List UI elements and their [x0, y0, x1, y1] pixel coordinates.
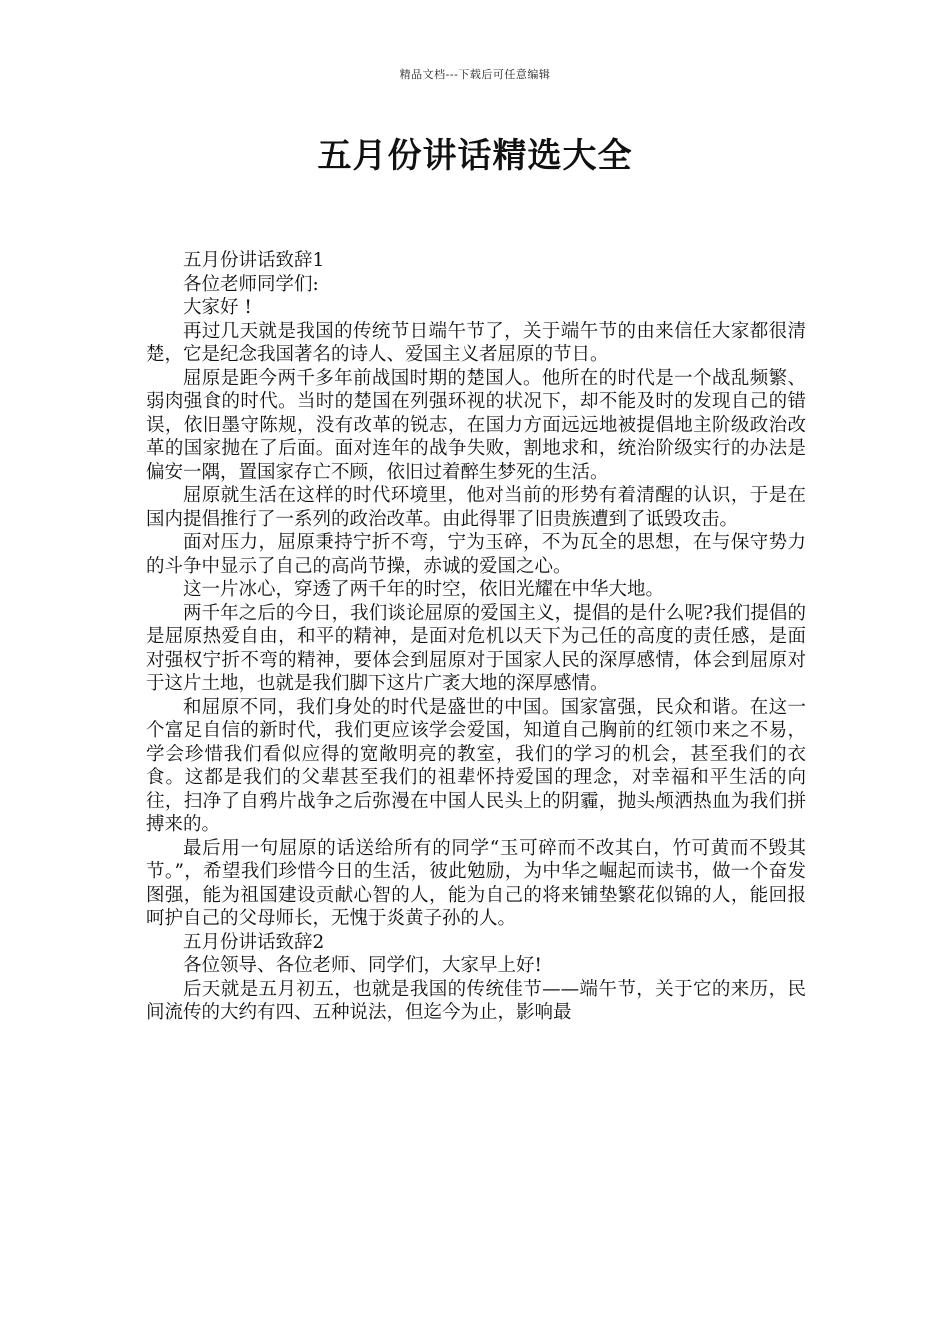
paragraph: 后天就是五月初五，也就是我国的传统佳节——端午节，关于它的来历，民间流传的大约有四、五种说法，但迄今为止，影响最 [146, 978, 806, 1023]
document-title: 五月份讲话精选大全 [317, 136, 633, 176]
paragraph-salutation: 各位领导、各位老师、同学们，大家早上好! [183, 955, 542, 976]
paragraph: 和屈原不同，我们身处的时代是盛世的中国。国家富强，民众和谐。在这一个富足自信的新时代，我们更应该学会爱国，知道自己胸前的红领巾来之不易，学会珍惜我们看似应得的宽敞明亮的教室，我们的学习的机会，甚至我们的衣食。这都是我们的父辈甚至我们的祖辈怀持爱国的理念，对幸福和平生活的向往，扫净了自鸦片战争之后弥漫在中国人民头上的阴霾，抛头颅洒热血为我们拼搏来的。 [146, 696, 806, 835]
paragraph-salutation: 各位老师同学们: [183, 273, 319, 295]
paragraph: 再过几天就是我国的传统节日端午节了，关于端午节的由来信任大家都很清楚，它是纪念我国著名的诗人、爱国主义者屈原的节日。 [146, 320, 806, 365]
paragraph: 这一片冰心，穿透了两千年的时空，依旧光耀在中华大地。 [183, 579, 665, 600]
paragraph: 屈原是距今两千多年前战国时期的楚国人。他所在的时代是一个战乱频繁、弱肉强食的时代。当时的楚国在列强环视的状况下，却不能及时的发现自己的错误，依旧墨守陈规，没有改革的锐志，在国力方面远远地被提倡地主阶级政治改革的国家抛在了后面。面对连年的战争失败，割地求和，统治阶级实行的办法是偏安一隅，置国家存亡不顾，依旧过着醉生梦死的生活。 [146, 367, 806, 483]
paragraph-speech-1-heading: 五月份讲话致辞1 [183, 250, 325, 271]
paragraph-speech-2-heading: 五月份讲话致辞2 [183, 931, 325, 953]
paragraph: 屈原就生活在这样的时代环境里，他对当前的形势有着清醒的认识，于是在国内提倡推行了一系列的政治改革。由此得罪了旧贵族遭到了诋毁攻击。 [146, 485, 806, 530]
paragraph: 面对压力，屈原秉持宁折不弯，宁为玉碎，不为瓦全的思想，在与保守势力的斗争中显示了自己的高尚节操，赤诚的爱国之心。 [146, 532, 806, 577]
header-note: 精品文档---下载后可任意编辑 [399, 68, 551, 81]
document-body [146, 249, 806, 1025]
paragraph: 最后用一句屈原的话送给所有的同学“玉可碎而不改其白，竹可黄而不毁其节。”，希望我们珍惜今日的生活，彼此勉励，为中华之崛起而读书，做一个奋发图强，能为祖国建设贡献心智的人，能为自己的将来铺垫繁花似锦的人，能回报呵护自己的父母师长，无愧于炎黄子孙的人。 [146, 837, 806, 929]
paragraph: 两千年之后的今日，我们谈论屈原的爱国主义，提倡的是什么呢?我们提倡的是屈原热爱自由，和平的精神，是面对危机以天下为己任的高度的责任感，是面对强权宁折不弯的精神，要体会到屈原对于国家人民的深厚感情，体会到屈原对于这片土地，也就是我们脚下这片广袤大地的深厚感情。 [146, 602, 806, 694]
paragraph-greeting: 大家好 ! [183, 297, 252, 318]
